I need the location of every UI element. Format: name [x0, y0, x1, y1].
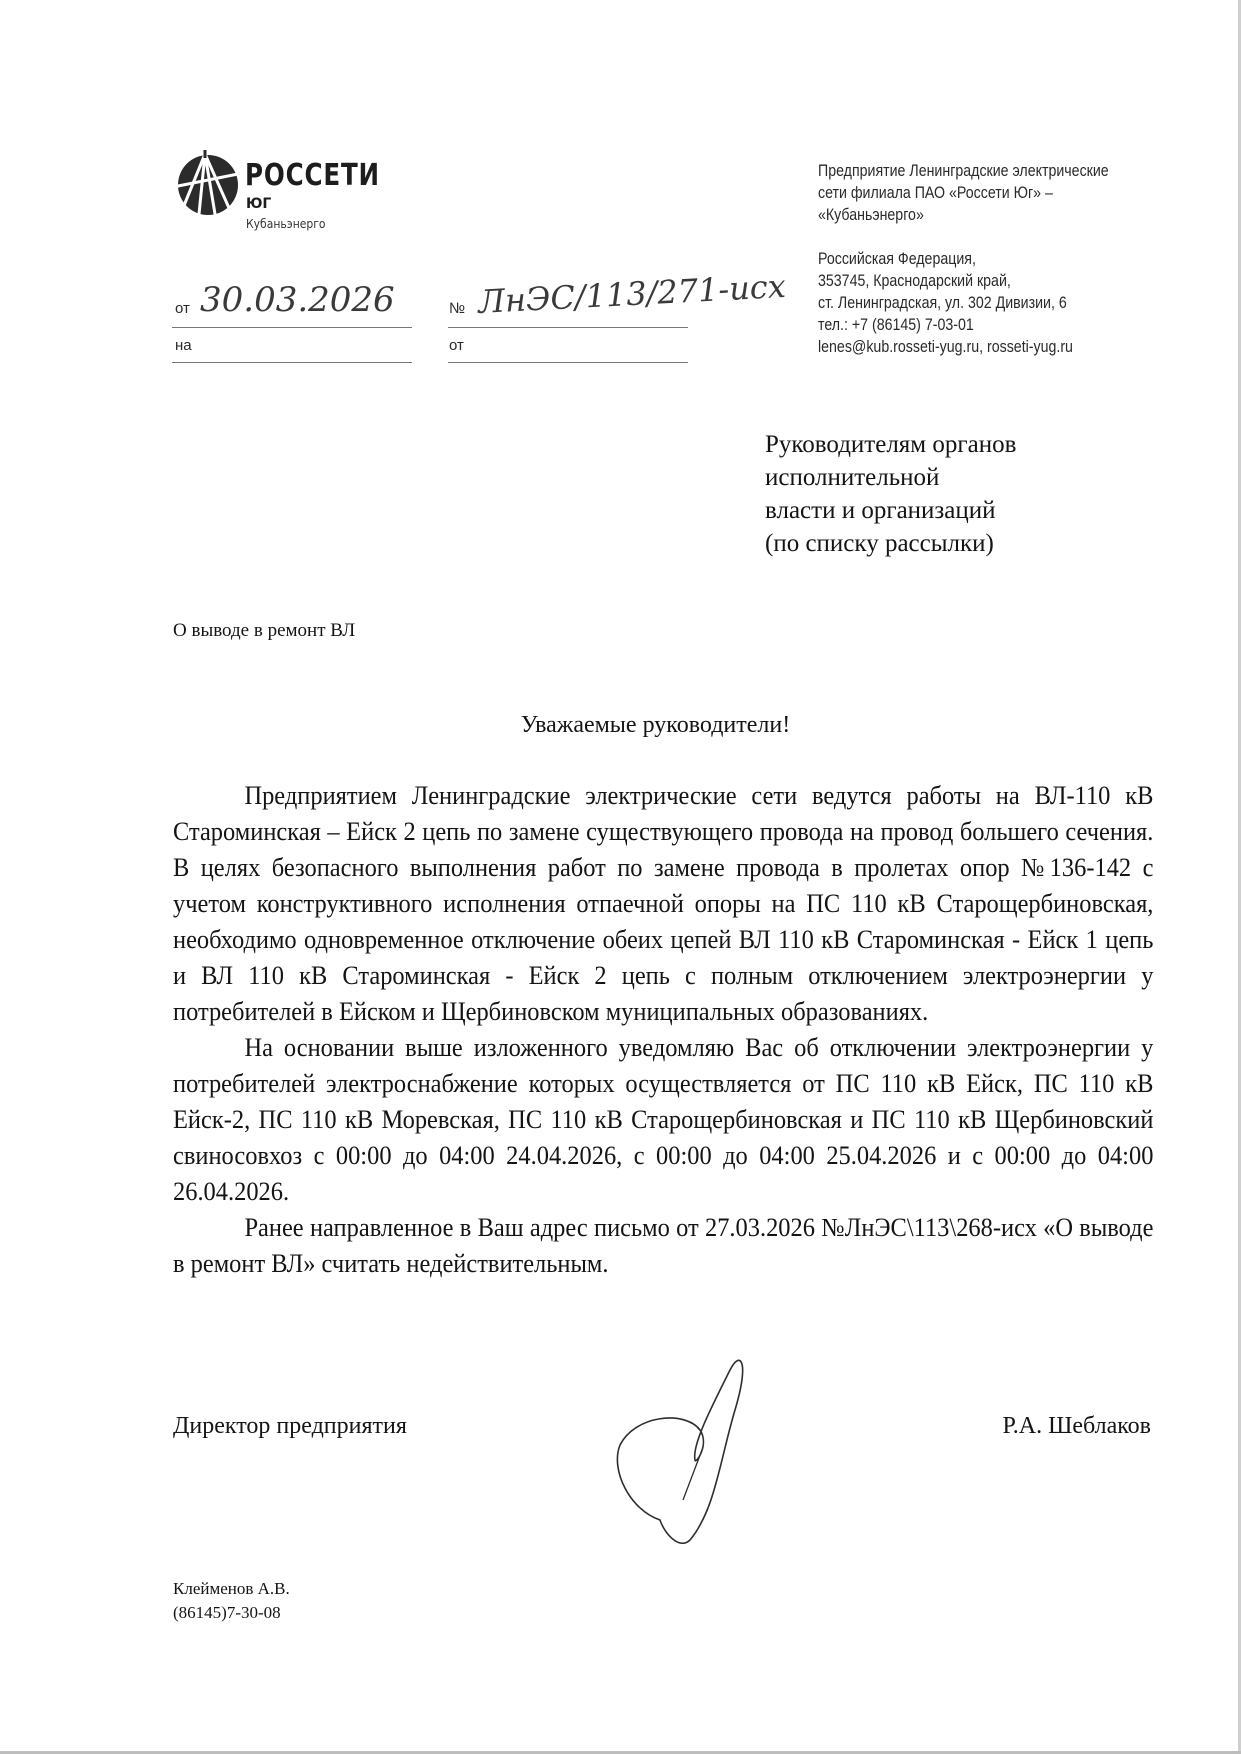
date-value: 30.03.2026 — [200, 280, 395, 320]
org-email: lenes@kub.rosseti-yug.ru, rosseti-yug.ru — [818, 338, 1073, 356]
from-label: от — [449, 337, 464, 354]
org-address-line: ст. Ленинградская, ул. 302 Дивизии, 6 — [818, 294, 1067, 312]
signatory-name: Р.А. Шеблаков — [1002, 1413, 1151, 1439]
body-paragraph: Предприятием Ленинградские электрические сети ведутся работы на ВЛ-110 кВ Староминская – Ейск 2 цепь по замене существующего провода на провод большего сечения. В целях безопасного выполнения работ по замене провода в пролетах опор №136-142 с учетом конструктивного исполнения отпаечной опоры на ПС 110 кВ Старощербиновская, необходимо одновременное отключение обеих цепей ВЛ 110 кВ Староминская - Ейск 1 цепь и ВЛ 110 кВ Староминская - Ейск 2 цепь с полным отключением электроэнергии у потребителей в Ейском и Щербиновском муниципальных образованиях. — [173, 781, 1154, 1026]
addressee-line: Руководителям органов — [765, 431, 1017, 458]
handwritten-signature — [600, 1350, 800, 1550]
org-address-line: 353745, Краснодарский край, — [818, 272, 1011, 290]
organization-details — [818, 160, 1145, 358]
letter-subject: О выводе в ремонт ВЛ — [173, 620, 356, 641]
to-underline — [172, 362, 412, 363]
signatory-position: Директор предприятия — [173, 1413, 407, 1439]
letter-body — [173, 778, 1153, 1282]
org-name-line: «Кубаньэнерго» — [818, 206, 924, 224]
org-address-line: Российская Федерация, — [818, 250, 976, 268]
number-label: № — [449, 300, 466, 317]
salutation: Уважаемые руководители! — [520, 712, 791, 738]
org-phone: тел.: +7 (86145) 7-03-01 — [818, 316, 974, 334]
org-name-line: Предприятие Ленинградские электрические — [818, 162, 1109, 180]
to-label: на — [175, 337, 192, 354]
addressee-line: исполнительной — [765, 464, 940, 491]
addressee-line: (по списку рассылки) — [765, 530, 994, 557]
date-underline — [172, 327, 412, 328]
executor-phone: (86145)7-30-08 — [173, 1603, 281, 1622]
executor-info — [173, 1577, 290, 1625]
logo-subtitle: ЮГ — [246, 196, 272, 212]
addressee — [765, 428, 1016, 560]
body-paragraph: На основании выше изложенного уведомляю Вас об отключении электроэнергии у потребителей электроснабжение которых осуществляется от ПС 110 кВ Ейск, ПС 110 кВ Ейск-2, ПС 110 кВ Моревская, ПС 110 кВ Старощербиновская и ПС 110 кВ Щербиновский свиносовхоз с 00:00 до 04:00 24.04.2026, с 00:00 до 04:00 25.04.2026 и с 00:00 до 04:00 26.04.2026. — [173, 1033, 1154, 1206]
company-logo — [175, 150, 435, 240]
from-underline — [448, 362, 688, 363]
number-value: ЛнЭС/113/271-исх — [477, 266, 787, 322]
executor-name: Клейменов А.В. — [173, 1579, 290, 1598]
number-underline — [448, 327, 688, 328]
date-label: от — [175, 300, 190, 317]
org-name-line: сети филиала ПАО «Россети Юг» – — [818, 184, 1053, 202]
logo-region: Кубаньэнерго — [246, 217, 326, 231]
rosseti-logo-icon — [175, 150, 241, 216]
logo-title: РОССЕТИ — [245, 158, 380, 193]
body-paragraph: Ранее направленное в Ваш адрес письмо от 27.03.2026 №ЛнЭС\113\268-исх «О выводе в ремонт ВЛ» считать недействительным. — [173, 1213, 1154, 1278]
addressee-line: власти и организаций — [765, 497, 996, 524]
